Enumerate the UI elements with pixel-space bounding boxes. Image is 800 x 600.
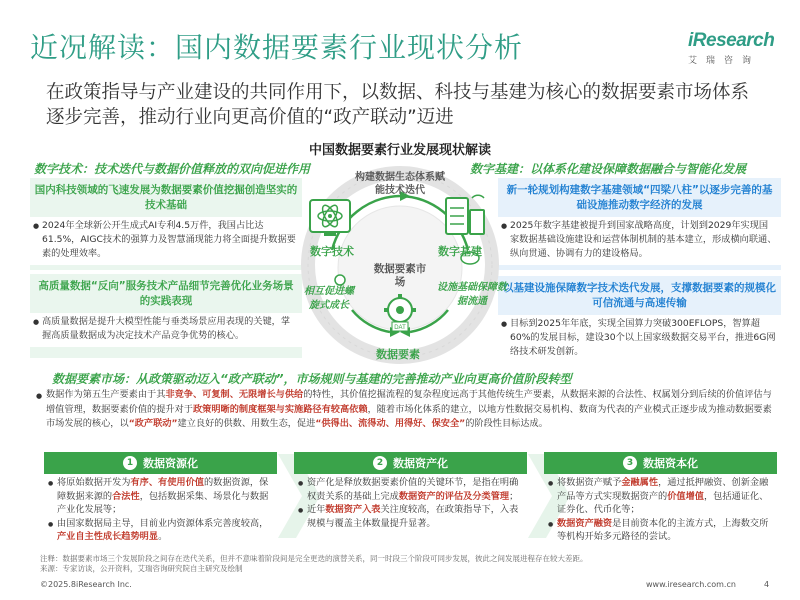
stage-2-body (294, 474, 527, 530)
node-digital-infra: 数字基建 (438, 245, 482, 258)
server-icon (446, 195, 484, 234)
stage-1-item-1: ● 将原始数据开发为有序、有使用价值的数据资源，保障数据来源的合法性，包括数据采集、场景化与数据产业化发展等； (48, 476, 275, 517)
stage-2-item-1: ● 资产化是释放数据要素价值的关键环节，是指在明确权责关系的基础上完成数据资产的评估及分类管理； (298, 476, 525, 503)
stage-1-item-2: ● 由国家数据局主导，目前业内资源体系完善度较高，产业自主性成长趋势明显。 (48, 517, 275, 544)
tech-box-2 (30, 274, 302, 358)
iresearch-logo (688, 30, 778, 70)
stage-1-header (44, 452, 277, 474)
atom-icon (310, 200, 350, 236)
node-digital-tech: 数字技术 (310, 245, 354, 258)
market-heading: 数据要素市场：从政策驱动迈入“政产联动”，市场规则与基建的完善推动产业向更高价值阶段转型 (52, 372, 572, 386)
page-subtitle: 在政策指导与产业建设的共同作用下，以数据、科技与基建为核心的数据要素市场体系逐步完善，推动行业向更高价值的“政产联动”迈进 (46, 82, 750, 128)
stage-2-item-2: ● 近年数据资产入表关注度较高，在政策指导下，入表规模与覆盖主体数量提升显著。 (298, 503, 525, 530)
infra-box-1 (498, 178, 781, 270)
stage-3 (544, 452, 777, 550)
page-title: 近况解读：国内数据要素行业现状分析 (30, 31, 524, 64)
diagram-top-label: 构建数据生态体系赋能技术迭代 (355, 172, 445, 196)
stage-3-title: 数据资本化 (643, 457, 698, 470)
logo-chinese-text: 艾瑞咨询 (688, 56, 761, 66)
stage-3-body (544, 474, 777, 544)
stage-2-header (294, 452, 527, 474)
stage-1-body (44, 474, 277, 544)
tech-box-2-body: ● 高质量数据是提升大模型性能与垂类场景应用表现的关键，掌握高质量数据成为决定技术产品竞争优势的核心。 (30, 313, 302, 347)
stage-1 (44, 452, 277, 550)
website-url: www.iresearch.com.cn (646, 580, 736, 589)
infra-box-2-body: ● 目标到2025年年底，实现全国算力突破300EFLOPS，智算超60%的发展目标，建设30个以上国家级数据交易平台，推进6G网络技术研发创新。 (498, 315, 781, 363)
coin-icon (335, 275, 345, 285)
stage-3-item-2: ● 数据资产融资是目前资本化的主流方式，上海数交所等机构开始多元路径的尝试。 (548, 517, 775, 544)
infra-box-2-title: 以基建设施保障数字技术迭代发展，支撑数据要素的规模化可信流通与高速传输 (503, 282, 776, 309)
stage-1-number: 1 (123, 456, 137, 470)
footnote-note: 注释：数据要素市场三个发展阶段之间存在迭代关系，但并不意味着阶段间是完全更迭的演替关系，同一时段三个阶段可同步发展，彼此之间发展进程存在较大差距。 (40, 554, 588, 563)
stage-3-header (544, 452, 777, 474)
tech-box-1-title: 国内科技领域的飞速发展为数据要素价值挖掘创造坚实的技术基础 (34, 184, 298, 211)
stage-3-number: 3 (623, 456, 637, 470)
infra-box-1-body: ● 2025年数字基建被提升到国家战略高度，计划到2029年实现国家数据基础设施建设和运营体制机制的基本建立，形成横向联通、纵向贯通、协调有力的建设格局。 (498, 217, 781, 265)
node-data-elements: 数据要素 (376, 348, 420, 361)
copyright: ©2025.8iResearch Inc. (40, 580, 132, 589)
stage-2-number: 2 (373, 456, 387, 470)
stage-3-item-1: ● 将数据资产赋予金融属性，通过抵押融资、创新金融产品等方式实现数据资产的价值增值，包括通证化、证券化、代币化等； (548, 476, 775, 517)
digital-infra-heading: 数字基建：以体系化建设保障数据融合与智能化发展 (470, 162, 747, 176)
market-body: ● 数据作为第五生产要素由于其非竞争、可复制、无限增长与供给的特性，其价值挖掘流程的复杂程度远高于其他传统生产要素，从数据来源的合法性、权属划分到后续的价值评估与增值管理，数据要素价值的提升对于政策明晰的制度框架与实施路径有较高依赖，随着市场化体系的建立，以地方性数据交易机构、数商为代表的产业模式正逐步成为推动数据要素市场发展的核心，以“政产联动”建立良好的供数、用数生态，促进“供得出、流得动、用得好、保安全”的阶段性目标达成。 (36, 388, 774, 432)
footnote (40, 554, 588, 574)
tech-box-2-title: 高质量数据“反向”服务技术产品细节完善优化业务场景的实践表现 (38, 280, 294, 307)
stage-2 (294, 452, 527, 550)
tech-box-1-body: ● 2024年全球新公开生成式AI专利4.5万件，我国占比达61.5%，AIGC技术的强算力及智慧涌现能力将全面提升数据要素的处理效率。 (30, 217, 302, 265)
page-number: 4 (764, 580, 770, 589)
left-arrow-label: 相互促进螺旋式成长 (304, 286, 354, 311)
footnote-source: 来源：专家访谈，公开资料，艾瑞咨询研究院自主研究及绘制 (40, 564, 243, 573)
right-arrow-label: 设施基础保障数据流通 (437, 282, 507, 307)
stage-2-title: 数据资产化 (393, 457, 448, 470)
dat-label: DAT (394, 325, 406, 331)
stage-1-title: 数据资源化 (143, 457, 198, 470)
logo-text: iResearch (688, 30, 775, 51)
section-title: 中国数据要素行业发展现状解读 (308, 143, 491, 158)
infra-box-2 (498, 276, 781, 362)
tech-box-1 (30, 178, 302, 270)
digital-tech-heading: 数字技术：技术迭代与数据价值释放的双向促进作用 (34, 162, 311, 176)
infra-box-1-title: 新一轮规划构建数字基建领域“四梁八柱”以逐步完善的基础设施推动数字经济的发展 (506, 184, 773, 211)
diagram-center-label: 数据要素市场 (373, 263, 427, 288)
